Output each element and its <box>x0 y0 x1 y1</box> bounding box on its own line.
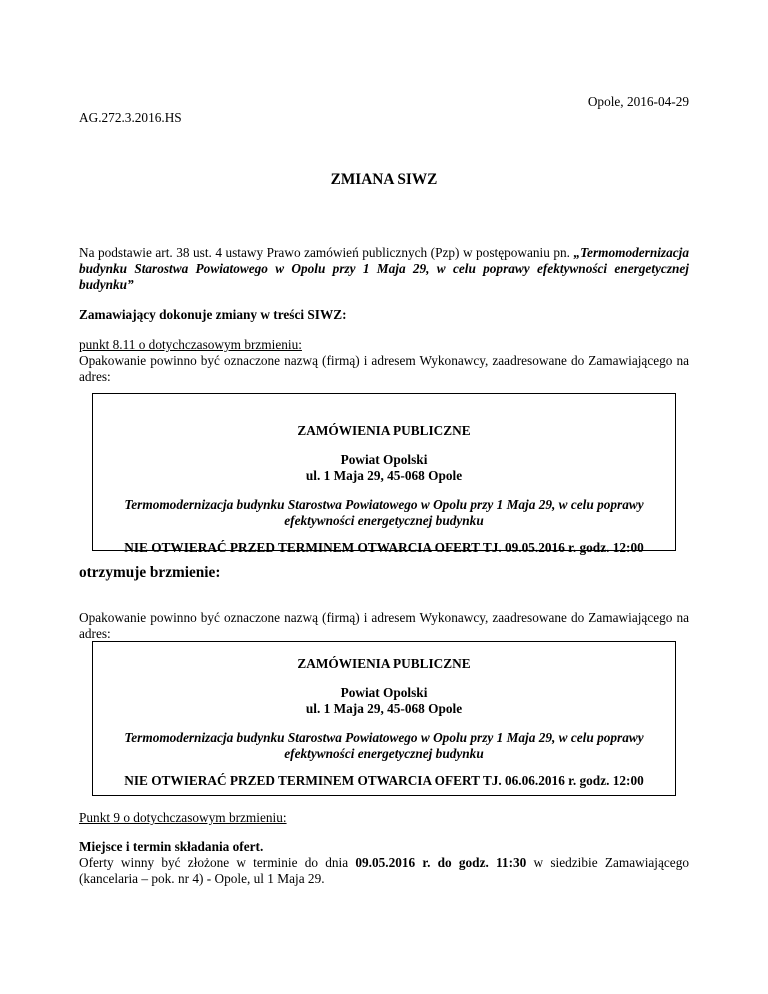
intro-paragraph <box>79 245 689 293</box>
section2-label: otrzymuje brzmienie: <box>79 564 221 581</box>
reference-number: AG.272.3.2016.HS <box>79 110 182 125</box>
offer-text-after: w siedzibie Zamawiającego (kancelaria – pok. nr 4) - Opole, ul 1 Maja 29. <box>79 855 689 886</box>
procurement-subject: „Termomodernizacja budynku Starostwa Powiatowego w Opolu przy 1 Maja 29, w celu poprawy efektywności energetycznej budynku” <box>79 245 689 292</box>
box-subject-line1: Termomodernizacja budynku Starostwa Powiatowego w Opolu przy 1 Maja 29, w celu poprawy <box>124 730 644 745</box>
section1-block <box>79 337 689 385</box>
section3-heading: Miejsce i termin składania ofert. <box>79 839 264 854</box>
box-subject-line2: efektywności energetycznej budynku <box>284 746 484 761</box>
box-address: ul. 1 Maja 29, 45-068 Opole <box>305 701 463 716</box>
section2-text: Opakowanie powinno być oznaczone nazwą (firmą) i adresem Wykonawcy, zaadresowane do Zamawiającego na adres: <box>79 610 689 641</box>
box-header: ZAMÓWIENIA PUBLICZNE <box>297 656 471 671</box>
section3-label: Punkt 9 o dotychczasowym brzmieniu: <box>79 810 287 825</box>
section3-text <box>79 855 689 887</box>
document-date: Opole, 2016-04-29 <box>587 94 689 109</box>
section1-label: punkt 8.11 o dotychczasowym brzmieniu: <box>79 337 302 352</box>
address-box-old <box>92 393 676 555</box>
box-subject-line2: efektywności energetycznej budynku <box>284 513 484 528</box>
intro-text: Na podstawie art. 38 ust. 4 ustawy Prawo zamówień publicznych (Pzp) w postępowaniu pn. <box>79 245 571 260</box>
box-warning: NIE OTWIERAĆ PRZED TERMINEM OTWARCIA OFERT TJ. 06.06.2016 r. godz. 12:00 <box>124 773 644 788</box>
box-name: Powiat Opolski <box>340 452 428 467</box>
box-warning: NIE OTWIERAĆ PRZED TERMINEM OTWARCIA OFERT TJ. 09.05.2016 r. godz. 12:00 <box>124 540 644 555</box>
box-address: ul. 1 Maja 29, 45-068 Opole <box>305 468 463 483</box>
change-statement: Zamawiający dokonuje zmiany w treści SIWZ: <box>79 307 347 322</box>
offer-deadline: 09.05.2016 r. do godz. 11:30 <box>355 855 527 870</box>
offer-text-before: Oferty winny być złożone w terminie do dnia <box>79 855 356 870</box>
address-box-new <box>92 641 676 796</box>
document-title: ZMIANA SIWZ <box>330 171 438 188</box>
box-name: Powiat Opolski <box>340 685 428 700</box>
box-header: ZAMÓWIENIA PUBLICZNE <box>297 423 471 438</box>
section1-text: Opakowanie powinno być oznaczone nazwą (firmą) i adresem Wykonawcy, zaadresowane do Zamawiającego na adres: <box>79 353 689 384</box>
box-subject-line1: Termomodernizacja budynku Starostwa Powiatowego w Opolu przy 1 Maja 29, w celu poprawy <box>124 497 644 512</box>
